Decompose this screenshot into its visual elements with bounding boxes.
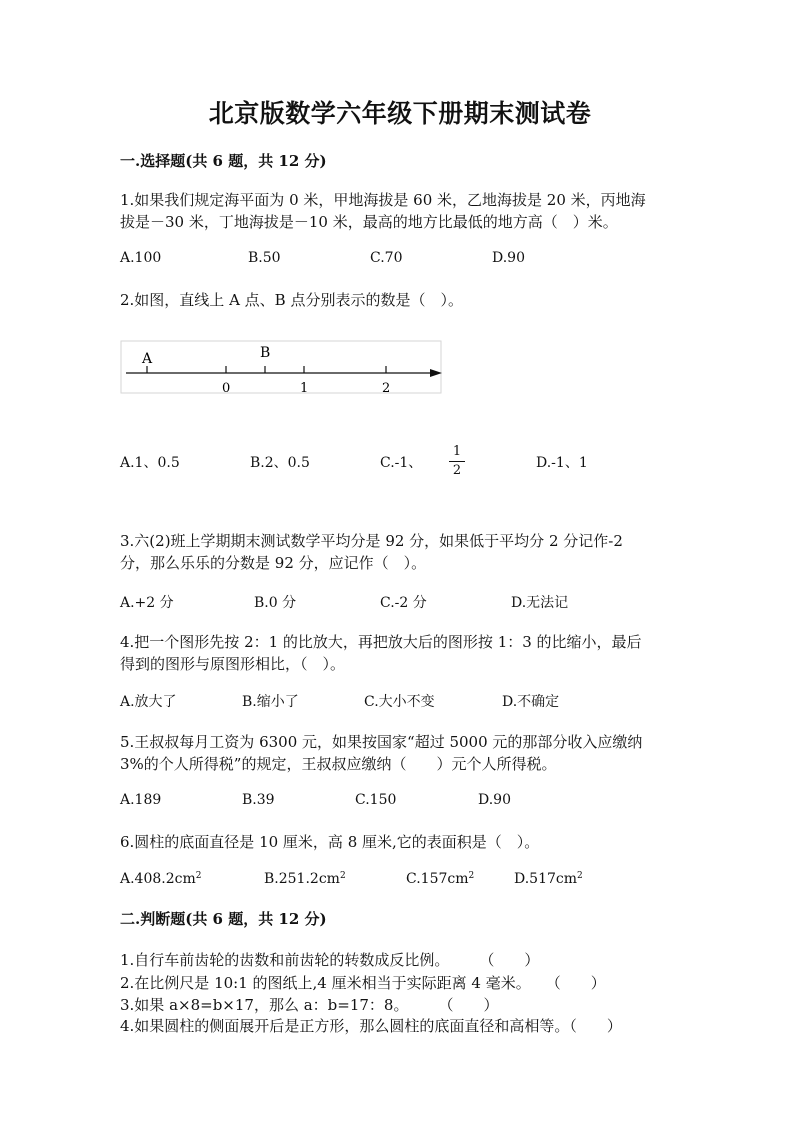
question-1-option-b: B.50 (248, 250, 281, 266)
option-text: C.157cm (406, 871, 469, 887)
question-6-option-b (264, 871, 346, 887)
section-heading-choice: 一.选择题(共 6 题，共 12 分) (120, 152, 327, 170)
question-3-option-c: C.-2 分 (380, 595, 427, 611)
arrow-head-icon (430, 369, 442, 377)
question-3-line-1: 3.六(2)班上学期期末测试数学平均分是 92 分，如果低于平均分 2 分记作-2 (120, 532, 623, 550)
question-6-line-1: 6.圆柱的底面直径是 10 厘米，高 8 厘米,它的表面积是（ ）。 (120, 833, 540, 851)
fraction-one-half (449, 445, 465, 478)
option-text: A.408.2cm (120, 871, 196, 887)
unit-superscript: 2 (577, 871, 583, 881)
question-3-option-b: B.0 分 (254, 595, 297, 611)
question-2-option-d: D.-1、1 (536, 455, 588, 471)
number-line-figure (120, 340, 450, 404)
tick-label-2: 2 (382, 381, 391, 396)
question-5-line-1: 5.王叔叔每月工资为 6300 元，如果按国家“超过 5000 元的那部分收入应缴纳 (120, 733, 643, 751)
question-3-option-a: A.+2 分 (120, 595, 174, 611)
tick-label-0: 0 (222, 381, 231, 396)
question-2-option-c: C.-1、 (380, 455, 423, 471)
question-5-option-a: A.189 (120, 792, 162, 808)
unit-superscript: 2 (468, 871, 475, 881)
question-6-option-a (120, 871, 202, 887)
question-4-option-a: A.放大了 (120, 694, 177, 710)
label-a: A (142, 351, 153, 367)
judgement-item-2: 2.在比例尺是 10:1 的图纸上,4 厘米相当于实际距离 4 毫米。 （ ） (120, 974, 606, 992)
question-4-option-d: D.不确定 (502, 694, 560, 710)
page-title: 北京版数学六年级下册期末测试卷 (208, 99, 592, 128)
question-5-option-d: D.90 (478, 792, 511, 808)
unit-superscript: 2 (195, 871, 202, 881)
question-5-option-b: B.39 (242, 792, 275, 808)
tick-label-1: 1 (300, 381, 309, 396)
question-3-option-d: D.无法记 (511, 595, 569, 611)
fraction-denominator: 2 (452, 463, 462, 478)
label-b: B (260, 345, 271, 361)
section-heading-judgement: 二.判断题(共 6 题，共 12 分) (120, 910, 327, 928)
judgement-item-4: 4.如果圆柱的侧面展开后是正方形，那么圆柱的底面直径和高相等。（ ） (120, 1017, 622, 1035)
question-6-option-d (514, 871, 583, 887)
fraction-numerator: 1 (449, 445, 465, 462)
question-1-option-d: D.90 (492, 250, 525, 266)
question-1-line-1: 1.如果我们规定海平面为 0 米，甲地海拔是 60 米，乙地海拔是 20 米，丙地海 (120, 191, 646, 209)
question-6-option-c (406, 871, 474, 887)
question-2-line-1: 2.如图，直线上 A 点、B 点分别表示的数是（ ）。 (120, 291, 463, 309)
question-5-line-2: 3%的个人所得税”的规定，王叔叔应缴纳（ ）元个人所得税。 (120, 755, 557, 773)
unit-superscript: 2 (339, 871, 346, 881)
question-2-option-b: B.2、0.5 (250, 455, 310, 471)
question-3-line-2: 分，那么乐乐的分数是 92 分，应记作（ ）。 (120, 554, 427, 572)
option-text: D.517cm (514, 871, 578, 887)
judgement-item-1: 1.自行车前齿轮的齿数和前齿轮的转数成反比例。 （ ） (120, 951, 540, 969)
question-1-option-c: C.70 (370, 250, 403, 266)
question-1-line-2: 拔是－30 米，丁地海拔是－10 米，最高的地方比最低的地方高（ ）米。 (120, 213, 618, 231)
question-5-option-c: C.150 (355, 792, 397, 808)
figure-frame (121, 341, 441, 393)
option-text: B.251.2cm (264, 871, 340, 887)
question-4-option-c: C.大小不变 (364, 694, 435, 710)
judgement-item-3: 3.如果 a×8=b×17，那么 a：b=17：8。 （ ） (120, 996, 499, 1014)
question-4-option-b: B.缩小了 (242, 694, 299, 710)
question-4-line-2: 得到的图形与原图形相比，（ ）。 (120, 655, 346, 673)
question-1-option-a: A.100 (120, 250, 162, 266)
question-4-line-1: 4.把一个图形先按 2：1 的比放大，再把放大后的图形按 1：3 的比缩小，最后 (120, 633, 642, 651)
question-2-option-a: A.1、0.5 (120, 455, 180, 471)
